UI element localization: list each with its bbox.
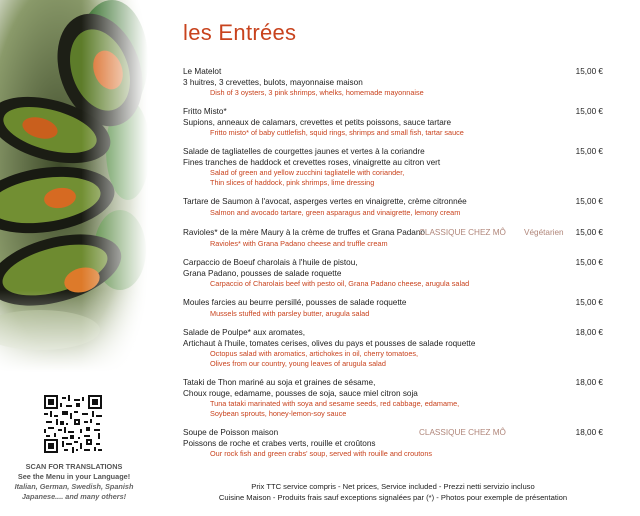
dish-name: Moules farcies au beurre persillé, pousses de salade roquette [183,298,407,307]
dish-price: 18,00 € [575,428,603,437]
dish-description: Choux rouge, edamame, pousses de soja, sauce miel citron soja [183,388,418,398]
dish-name: Tartare de Saumon à l'avocat, asperges vertes en vinaigrette, crème citronnée [183,197,467,206]
scan-subtitle: See the Menu in your Language! [17,472,131,481]
dish-translation: Salad of green and yellow zucchini tagliatelle with coriander, [210,168,405,178]
menu-item [183,228,603,249]
dish-translation: Tuna tataki marinated with soya and sesame seeds, red cabbage, edamame, [210,399,460,409]
dish-description: Grana Padano, pousses de salade roquette [183,268,342,278]
dish-price: 15,00 € [575,197,603,206]
dish-description: 3 huitres, 3 crevettes, bulots, mayonnaise maison [183,77,363,87]
dish-name: Fritto Misto* [183,107,227,116]
dish-description: Artichaut à l'huile, tomates cerises, olives du pays et pousses de salade roquette [183,338,476,348]
menu-item [183,197,603,218]
dish-translation: Carpaccio of Charolais beef with pesto oil, Grana Padano cheese, arugula salad [210,279,470,289]
scan-languages-1: Italian, German, Swedish, Spanish [14,482,134,491]
dish-price: 15,00 € [575,107,603,116]
menu-item [183,428,603,459]
dish-description: Poissons de roche et crabes verts, rouille et croûtons [183,438,376,448]
mussels-illustration [0,0,148,372]
dish-translation: Soybean sprouts, honey-lemon-soy sauce [210,409,347,419]
dish-translation: Dish of 3 oysters, 3 pink shrimps, whelks, homemade mayonnaise [210,88,424,98]
footer-cuisine-note: Cuisine Maison - Produits frais sauf exceptions signalées par (*) - Photos pour exemple de présentation [218,493,568,502]
scan-languages-2: Japanese.... and many others! [21,492,127,501]
dish-price: 15,00 € [575,298,603,307]
footer-prices-note: Prix TTC service compris - Net prices, Service included - Prezzi netti servizio incluso [251,482,535,491]
menu-item [183,67,603,98]
dish-translation: Thin slices of haddock, pink shrimps, lime dressing [210,178,375,188]
dish-description: Fines tranches de haddock et crevettes roses, vinaigrette au citron vert [183,157,441,167]
dish-name: Salade de Poulpe* aux aromates, [183,328,305,337]
dish-price: 15,00 € [575,67,603,76]
menu-item [183,378,603,419]
menu-item [183,298,603,319]
menu-item [183,107,603,138]
dish-name: Soupe de Poisson maison [183,428,279,437]
dish-price: 15,00 € [575,258,603,267]
dish-price: 15,00 € [575,228,603,237]
menu-item [183,147,603,188]
mussels-photo [0,0,148,372]
classique-badge: CLASSIQUE CHEZ MÔ [419,428,506,437]
dish-price: 18,00 € [575,378,603,387]
left-panel [0,0,148,516]
scan-title: SCAN FOR TRANSLATIONS [25,462,123,471]
dish-translation: Olives from our country, young leaves of arugula salad [210,359,386,369]
menu-item [183,328,603,369]
dish-name: Ravioles* de la mère Maury à la crème de truffes et Grana Padano [183,228,425,237]
dish-name: Carpaccio de Boeuf charolais à l'huile de pistou, [183,258,358,267]
qr-code-icon [44,395,102,453]
dish-price: 15,00 € [575,147,603,156]
classique-badge: CLASSIQUE CHEZ MÔ [419,228,506,237]
dish-description: Supions, anneaux de calamars, crevettes et petits poissons, sauce tartare [183,117,452,127]
dish-translation: Ravioles* with Grana Padano cheese and truffle cream [210,238,388,248]
dish-price: 18,00 € [575,328,603,337]
dish-translation: Our rock fish and green crabs' soup, served with rouille and croutons [210,449,433,459]
dish-translation: Salmon and avocado tartare, green asparagus and vinaigrette, lemony cream [210,207,461,217]
menu-item [183,258,603,289]
dish-translation: Fritto misto* of baby cuttlefish, squid rings, shrimps and small fish, tartar sauce [210,128,464,138]
dish-name: Tataki de Thon mariné au soja et graines de sésame, [183,378,376,387]
dish-name: Le Matelot [183,67,222,76]
dish-name: Salade de tagliatelles de courgettes jaunes et vertes à la coriandre [183,147,425,156]
qr-code[interactable] [44,395,102,453]
section-title: les Entrées [183,20,297,45]
dish-translation: Octopus salad with aromatics, artichokes in oil, cherry tomatoes, [210,349,419,359]
dish-translation: Mussels stuffed with parsley butter, arugula salad [210,308,370,318]
vegetarian-badge: Végétarien [524,228,564,237]
